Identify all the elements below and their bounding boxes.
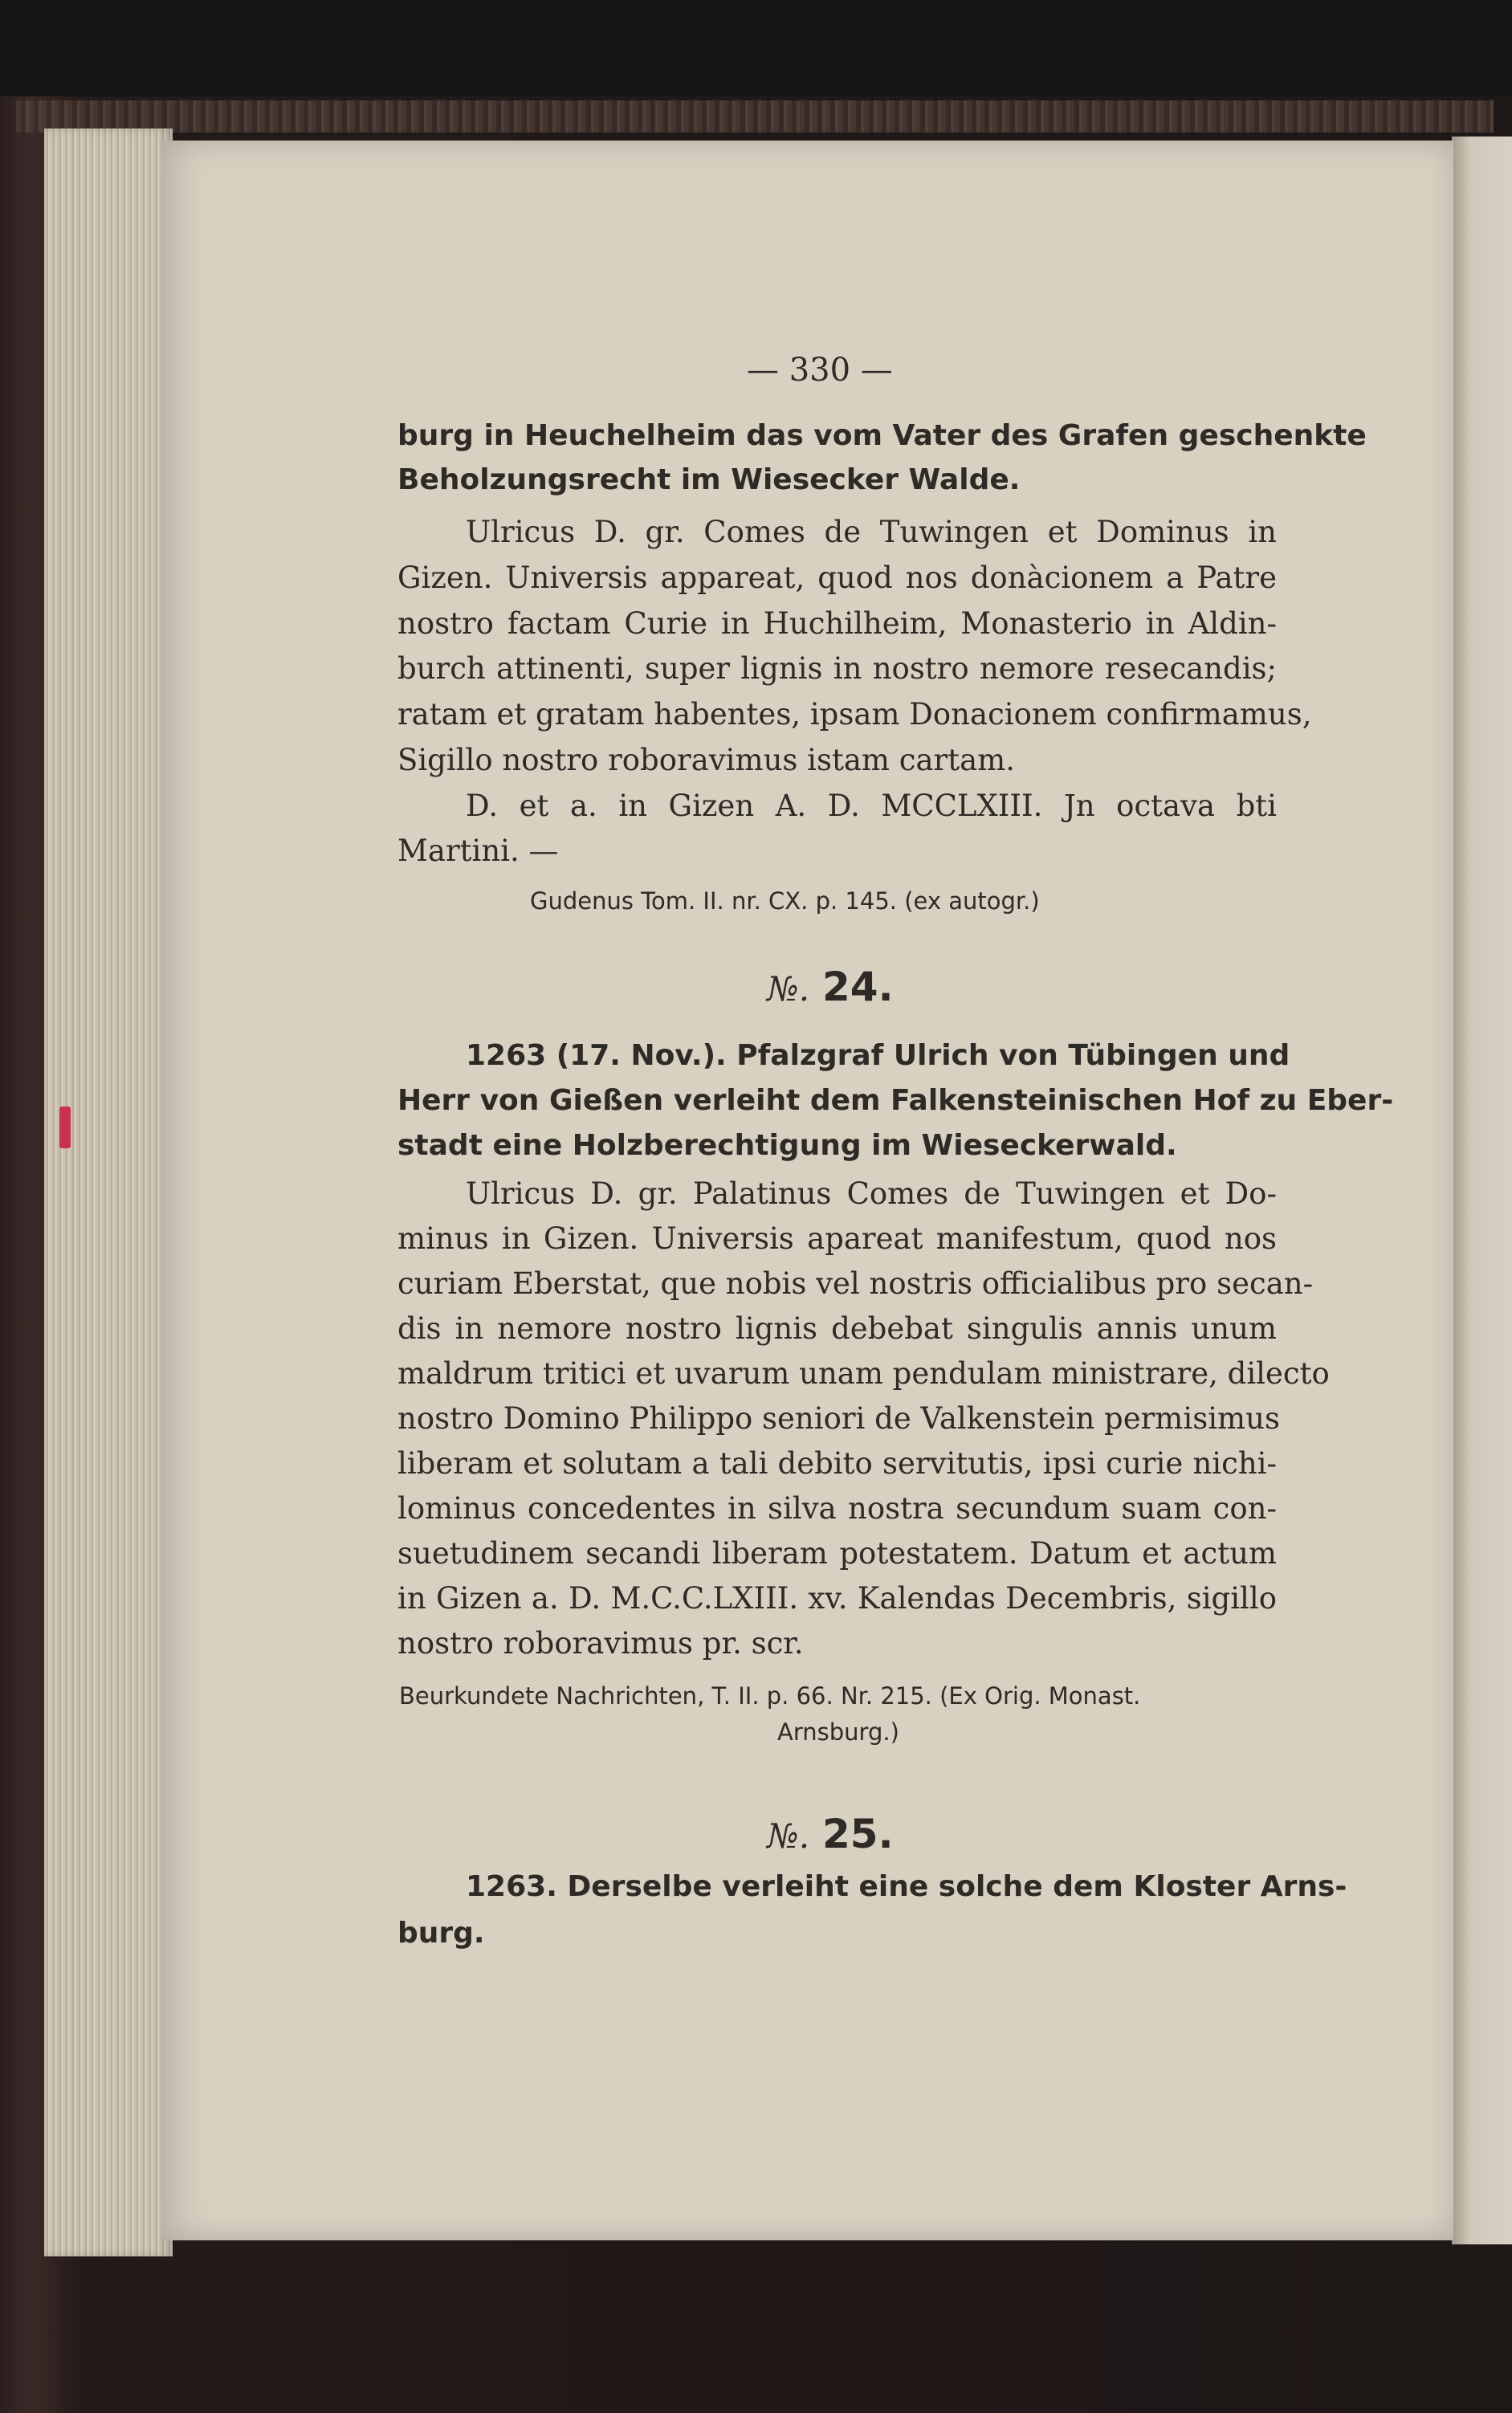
body-line: Martini. — bbox=[397, 834, 559, 868]
heading-number: 24. bbox=[822, 964, 894, 1010]
source-citation: Beurkundete Nachrichten, T. II. p. 66. Nr. 215. (Ex Orig. Monast. bbox=[399, 1682, 1141, 1710]
book-headband bbox=[16, 100, 1494, 132]
body-line: D. et a. in Gizen A. D. MCCLXIII. Jn octava bti bbox=[466, 789, 1277, 823]
body-line: nostro Domino Philippo seniori de Valkenstein permisimus bbox=[397, 1401, 1280, 1436]
facing-page-edge bbox=[1452, 137, 1512, 2244]
regest-year: 1263 bbox=[466, 1870, 547, 1903]
body-line: liberam et solutam a tali debito servitutis, ipsi curie nichi- bbox=[397, 1446, 1277, 1481]
body-line: curiam Eberstat, que nobis vel nostris officialibus pro secan- bbox=[397, 1266, 1314, 1301]
body-line: nostro factam Curie in Huchilheim, Monasterio in Aldin- bbox=[397, 606, 1277, 641]
body-line: Sigillo nostro roboravimus istam cartam. bbox=[397, 743, 1015, 777]
body-line: minus in Gizen. Universis apareat manifestum, quod nos bbox=[397, 1221, 1277, 1256]
page-block-edge bbox=[44, 128, 173, 2256]
body-line: in Gizen a. D. M.C.C.LXIII. xv. Kalendas Decembris, sigillo bbox=[397, 1581, 1277, 1616]
regest-line: Beholzungsrecht im Wiesecker Walde. bbox=[397, 463, 1021, 496]
heading-number-sign: №. bbox=[767, 969, 810, 1009]
body-line: maldrum tritici et uvarum unam pendulam ministrare, dilecto bbox=[397, 1356, 1330, 1391]
regest-text: (17. Nov.). Pfalzgraf Ulrich von Tübingen und bbox=[546, 1039, 1290, 1072]
regest-line: burg in Heuchelheim das vom Vater des Grafen geschenkte bbox=[397, 419, 1367, 452]
document-heading bbox=[767, 1811, 894, 1857]
body-line: burch attinenti, super lignis in nostro nemore resecandis; bbox=[397, 651, 1277, 686]
source-citation: Gudenus Tom. II. nr. CX. p. 145. (ex autogr.) bbox=[530, 887, 1040, 915]
regest-line: stadt eine Holzberechtigung im Wieseckerwald. bbox=[397, 1129, 1177, 1162]
regest-line bbox=[466, 1039, 1290, 1072]
body-line: lominus concedentes in silva nostra secundum suam con- bbox=[397, 1491, 1277, 1526]
body-line: Gizen. Universis appareat, quod nos donàcionem a Patre bbox=[397, 560, 1277, 595]
regest-year: 1263 bbox=[466, 1039, 547, 1072]
regest-line: Herr von Gießen verleiht dem Falkensteinischen Hof zu Eber- bbox=[397, 1084, 1394, 1117]
regest-text: . Derselbe verleiht eine solche dem Kloster Arns- bbox=[546, 1870, 1347, 1903]
body-line: ratam et gratam habentes, ipsam Donacionem confirmamus, bbox=[397, 697, 1312, 732]
body-line: Ulricus D. gr. Comes de Tuwingen et Dominus in bbox=[466, 515, 1277, 549]
body-line: Ulricus D. gr. Palatinus Comes de Tuwingen et Do- bbox=[466, 1176, 1277, 1211]
bookmark-ribbon bbox=[59, 1107, 71, 1148]
document-heading bbox=[767, 964, 894, 1010]
regest-line bbox=[466, 1870, 1347, 1903]
source-citation: Arnsburg.) bbox=[777, 1718, 899, 1746]
body-line: suetudinem secandi liberam potestatem. Datum et actum bbox=[397, 1536, 1277, 1571]
regest-line: burg. bbox=[397, 1917, 485, 1950]
page-number: — 330 — bbox=[747, 352, 893, 389]
body-line: dis in nemore nostro lignis debebat singulis annis unum bbox=[397, 1311, 1277, 1346]
body-line: nostro roboravimus pr. scr. bbox=[397, 1626, 804, 1661]
heading-number-sign: №. bbox=[767, 1816, 810, 1856]
heading-number: 25. bbox=[822, 1811, 894, 1857]
